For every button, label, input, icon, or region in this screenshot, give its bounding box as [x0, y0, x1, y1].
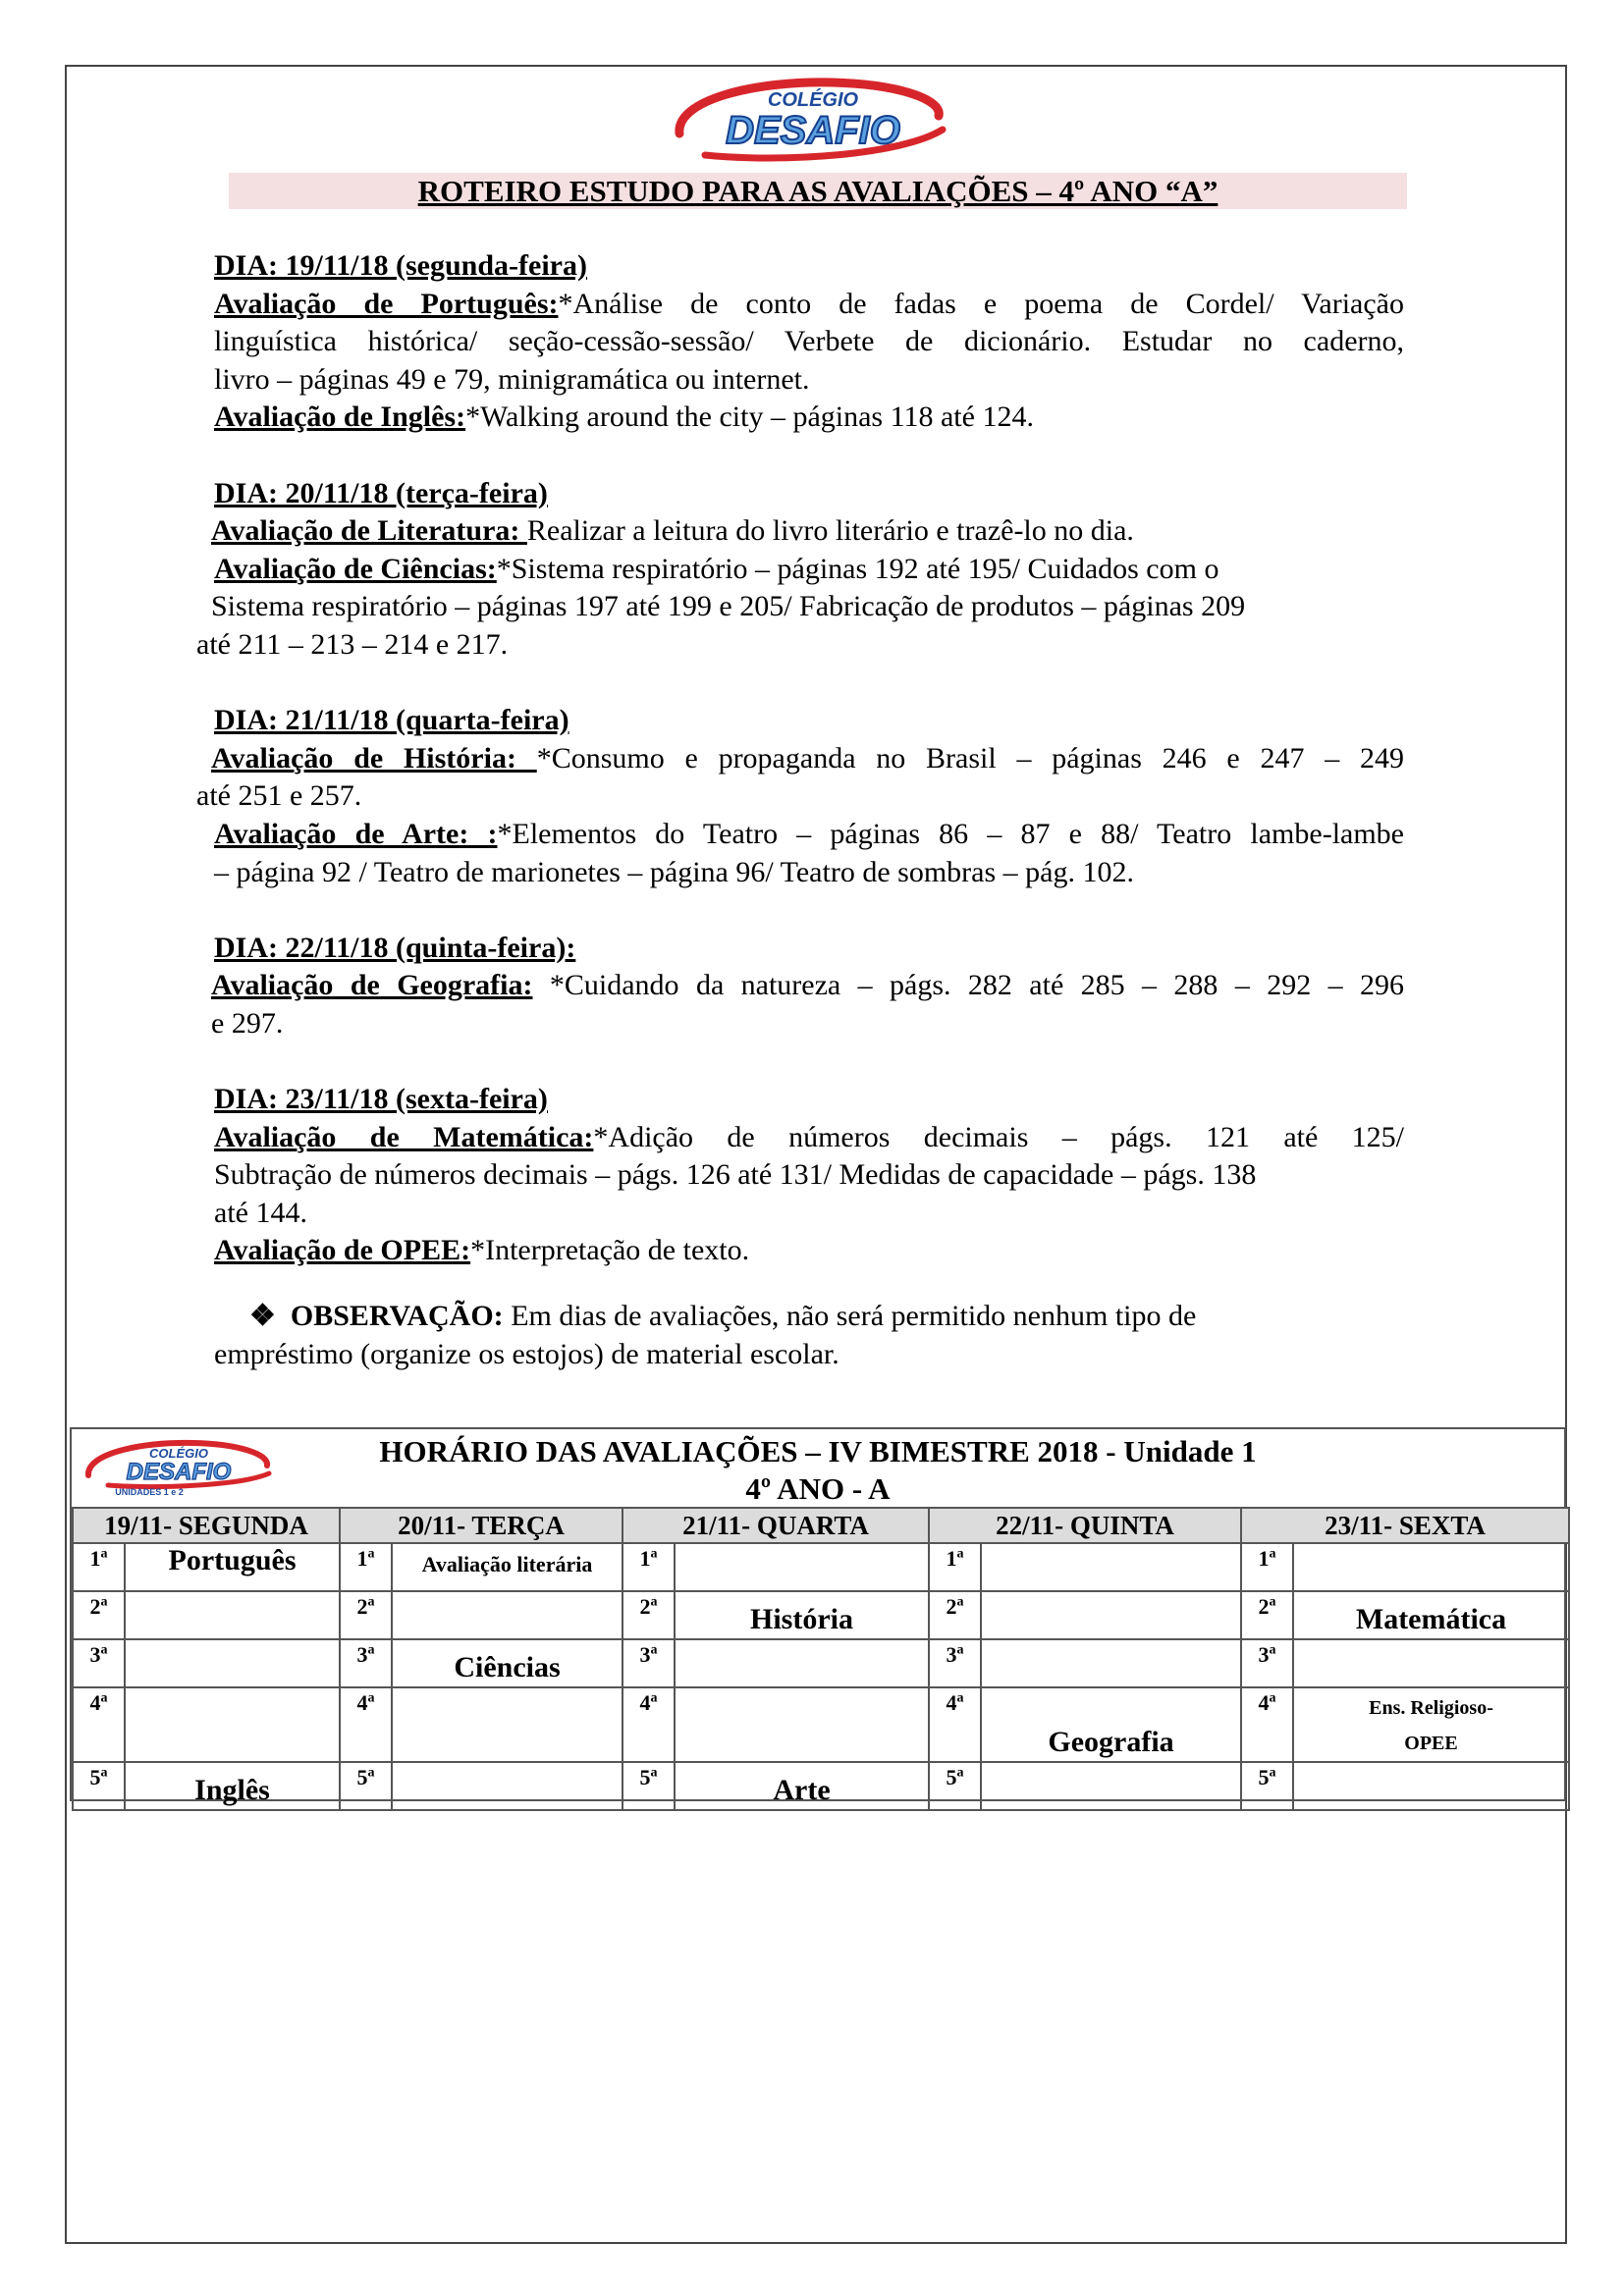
table-row: [73, 1687, 1569, 1762]
exam-cell: [392, 1687, 623, 1762]
exam-cell: Ens. Religioso- OPEE: [1293, 1687, 1569, 1762]
exam-cell: História: [675, 1591, 929, 1639]
header-monday: 19/11- SEGUNDA: [73, 1508, 340, 1543]
period-number: 5$^a$: [73, 1762, 125, 1810]
colegio-desafio-small-logo: [81, 1436, 277, 1497]
exam-cell: [981, 1591, 1241, 1639]
exam-cell: [392, 1762, 623, 1810]
day-date: DIA: 22/11/18 (quinta-feira):: [214, 931, 576, 964]
period-number: 4$^a$: [340, 1687, 392, 1762]
page-title: ROTEIRO ESTUDO PARA AS AVALIAÇÕES – 4º ANO “A”: [229, 173, 1407, 209]
schedule-table: [72, 1507, 1570, 1811]
exam-cell: [981, 1543, 1241, 1591]
exam-cell: Português: [125, 1543, 340, 1591]
exam-cell: [1293, 1543, 1569, 1591]
day-block-wednesday: DIA: 21/11/18 (quarta-feira) Avaliação de História: *Consumo e propaganda no Brasil – páginas 246 e 247 – 249 até 251 e 257. Avaliação de Arte: :*Elementos do Teatro – páginas 86 – 87 e 88/ Teatro lambe-lambe – página 92 / Teatro de marionetes – página 96/ Teatro de sombras – pág. 102.: [196, 704, 1405, 888]
period-number: 2$^a$: [340, 1591, 392, 1639]
period-number: 1$^a$: [623, 1543, 675, 1591]
table-row: [73, 1543, 1569, 1591]
period-number: 4$^a$: [929, 1687, 981, 1762]
table-row: [73, 1639, 1569, 1687]
period-number: 3$^a$: [1241, 1639, 1293, 1687]
period-number: 4$^a$: [1241, 1687, 1293, 1762]
observation-label: OBSERVAÇÃO:: [290, 1300, 504, 1333]
day-block-thursday: DIA: 22/11/18 (quinta-feira): Avaliação de Geografia: *Cuidando da natureza – págs. 282 até 285 – 288 – 292 – 296 e 297.: [211, 931, 1404, 1040]
study-guide: [196, 247, 1405, 1373]
subject-label: Avaliação de Arte: :: [214, 817, 498, 850]
exam-cell: [981, 1762, 1241, 1810]
period-number: 4$^a$: [623, 1687, 675, 1762]
day-block-friday: DIA: 23/11/18 (sexta-feira) Avaliação de Matemática:*Adição de números decimais – págs. 121 até 125/ Subtração de números decimais – págs. 126 até 131/ Medidas de capacidade – págs. 138 até 144. Avaliação de OPEE:*Interpretação de texto.: [214, 1083, 1404, 1267]
subject-label: Avaliação de Geografia:: [211, 969, 533, 1002]
exam-cell: [125, 1639, 340, 1687]
header-wednesday: 21/11- QUARTA: [623, 1508, 929, 1543]
subject-label: Avaliação de OPEE:: [214, 1234, 471, 1267]
exam-cell: Matemática: [1293, 1591, 1569, 1639]
period-number: 3$^a$: [623, 1639, 675, 1687]
subject-label: Avaliação de Matemática:: [214, 1120, 594, 1153]
period-number: 3$^a$: [929, 1639, 981, 1687]
small-logo-word-colegio: COLÉGIO: [149, 1446, 208, 1461]
exam-cell: [1293, 1639, 1569, 1687]
table-row: [73, 1762, 1569, 1810]
exam-cell: Geografia: [981, 1687, 1241, 1762]
logo-word-desafio: DESAFIO: [726, 109, 900, 152]
day-date: DIA: 21/11/18 (quarta-feira): [214, 704, 569, 737]
subject-label: Avaliação de Português:: [214, 287, 559, 320]
period-number: 5$^a$: [929, 1762, 981, 1810]
subject-label: Avaliação de Literatura:: [211, 514, 527, 548]
period-number: 2$^a$: [73, 1591, 125, 1639]
subject-label: Avaliação de Inglês:: [214, 400, 466, 434]
logo-word-colegio: COLÉGIO: [767, 89, 859, 111]
header-tuesday: 20/11- TERÇA: [340, 1508, 623, 1543]
day-block-tuesday: DIA: 20/11/18 (terça-feira) Avaliação de Literatura: Realizar a leitura do livro literário e trazê-lo no dia. Avaliação de Ciências:*Sistema respiratório – páginas 192 até 195/ Cuidados com o Sistema respiratório – páginas 197 até 199 e 205/ Fabricação de produtos – páginas 209 até 211 – 213 – 214 e 217.: [214, 475, 1404, 665]
exam-cell: [1293, 1762, 1569, 1810]
colegio-desafio-logo: [666, 73, 952, 163]
schedule-subtitle: 4º ANO - A: [745, 1471, 891, 1506]
period-number: 1$^a$: [929, 1543, 981, 1591]
exam-cell: Ciências: [392, 1639, 623, 1687]
period-number: 3$^a$: [73, 1639, 125, 1687]
small-logo-word-desafio: DESAFIO: [126, 1459, 232, 1485]
period-number: 2$^a$: [929, 1591, 981, 1639]
period-number: 2$^a$: [1241, 1591, 1293, 1639]
diamond-bullet-icon: ❖: [249, 1300, 276, 1333]
exam-cell: Arte: [675, 1762, 929, 1810]
exam-cell: Inglês: [125, 1762, 340, 1810]
observation-note: ❖ OBSERVAÇÃO: Em dias de avaliações, não será permitido nenhum tipo de empréstimo (organize os estojos) de material escolar.: [214, 1300, 1197, 1370]
period-number: 1$^a$: [340, 1543, 392, 1591]
exam-schedule: [70, 1427, 1566, 1806]
header-thursday: 22/11- QUINTA: [929, 1508, 1241, 1543]
period-number: 5$^a$: [623, 1762, 675, 1810]
day-date: DIA: 20/11/18 (terça-feira): [214, 476, 548, 509]
exam-cell: [392, 1591, 623, 1639]
period-number: 1$^a$: [73, 1543, 125, 1591]
exam-cell: [981, 1639, 1241, 1687]
period-number: 2$^a$: [623, 1591, 675, 1639]
period-number: 1$^a$: [1241, 1543, 1293, 1591]
schedule-title: HORÁRIO DAS AVALIAÇÕES – IV BIMESTRE 2018 - Unidade 1 4º ANO - A: [72, 1429, 1564, 1508]
day-date: DIA: 19/11/18 (segunda-feira): [214, 249, 587, 282]
period-number: 5$^a$: [340, 1762, 392, 1810]
day-date: DIA: 23/11/18 (sexta-feira): [214, 1083, 548, 1116]
subject-label: Avaliação de Ciências:: [214, 552, 497, 585]
header-friday: 23/11- SEXTA: [1241, 1508, 1569, 1543]
exam-cell: Avaliação literária: [392, 1543, 623, 1591]
period-number: 5$^a$: [1241, 1762, 1293, 1810]
schedule-header-row: [73, 1508, 1569, 1543]
day-block-monday: DIA: 19/11/18 (segunda-feira) Avaliação de Português:*Análise de conto de fadas e poema de Cordel/ Variação linguística histórica/ seção-cessão-sessão/ Verbete de dicionário. Estudar no caderno, livro – páginas 49 e 79, minigramática ou internet. Avaliação de Inglês:*Walking around the city – páginas 118 até 124.: [214, 249, 1405, 434]
exam-cell: [675, 1687, 929, 1762]
exam-cell: [125, 1591, 340, 1639]
period-number: 3$^a$: [340, 1639, 392, 1687]
exam-cell: [675, 1543, 929, 1591]
table-row: [73, 1591, 1569, 1639]
exam-cell: [675, 1639, 929, 1687]
exam-cell: [125, 1687, 340, 1762]
small-logo-units: UNIDADES 1 e 2: [115, 1487, 184, 1497]
subject-label: Avaliação de História:: [211, 741, 537, 774]
period-number: 4$^a$: [73, 1687, 125, 1762]
